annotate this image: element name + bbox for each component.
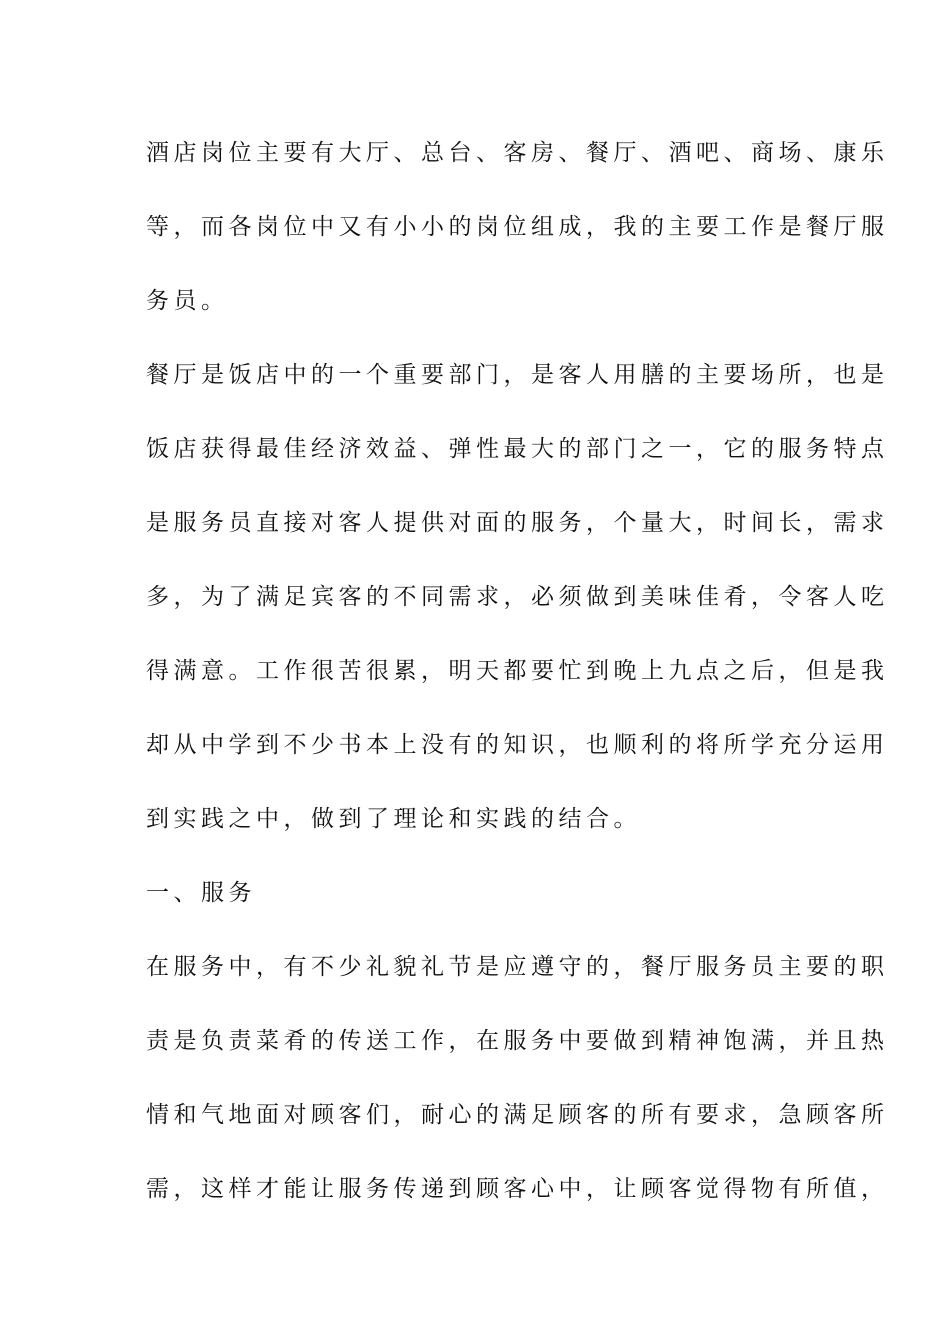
text-line: 到实践之中，做到了理论和实践的结合。 bbox=[146, 806, 641, 832]
document-body bbox=[146, 132, 889, 1242]
text-line: 务员。 bbox=[146, 288, 229, 314]
text-line: 却从中学到不少书本上没有的知识，也顺利的将所学充分运用 bbox=[146, 732, 889, 758]
text-line: 多，为了满足宾客的不同需求，必须做到美味佳肴，令客人吃 bbox=[146, 584, 889, 610]
text-line: 等，而各岗位中又有小小的岗位组成，我的主要工作是餐厅服 bbox=[146, 214, 889, 240]
text-line: 得满意。工作很苦很累，明天都要忙到晚上九点之后，但是我 bbox=[146, 658, 889, 684]
text-line: 餐厅是饭店中的一个重要部门，是客人用膳的主要场所，也是 bbox=[146, 362, 889, 388]
text-line: 需，这样才能让服务传递到顾客心中，让顾客觉得物有所值， bbox=[146, 1176, 889, 1202]
text-line: 酒店岗位主要有大厅、总台、客房、餐厅、酒吧、商场、康乐 bbox=[146, 140, 889, 166]
text-line: 饭店获得最佳经济效益、弹性最大的部门之一，它的服务特点 bbox=[146, 436, 889, 462]
text-line: 情和气地面对顾客们，耐心的满足顾客的所有要求，急顾客所 bbox=[146, 1102, 889, 1128]
text-line: 在服务中，有不少礼貌礼节是应遵守的，餐厅服务员主要的职 bbox=[146, 954, 889, 980]
text-line: 责是负责菜肴的传送工作，在服务中要做到精神饱满，并且热 bbox=[146, 1028, 889, 1054]
section-heading: 一、服务 bbox=[146, 880, 256, 906]
text-line: 是服务员直接对客人提供对面的服务，个量大，时间长，需求 bbox=[146, 510, 889, 536]
